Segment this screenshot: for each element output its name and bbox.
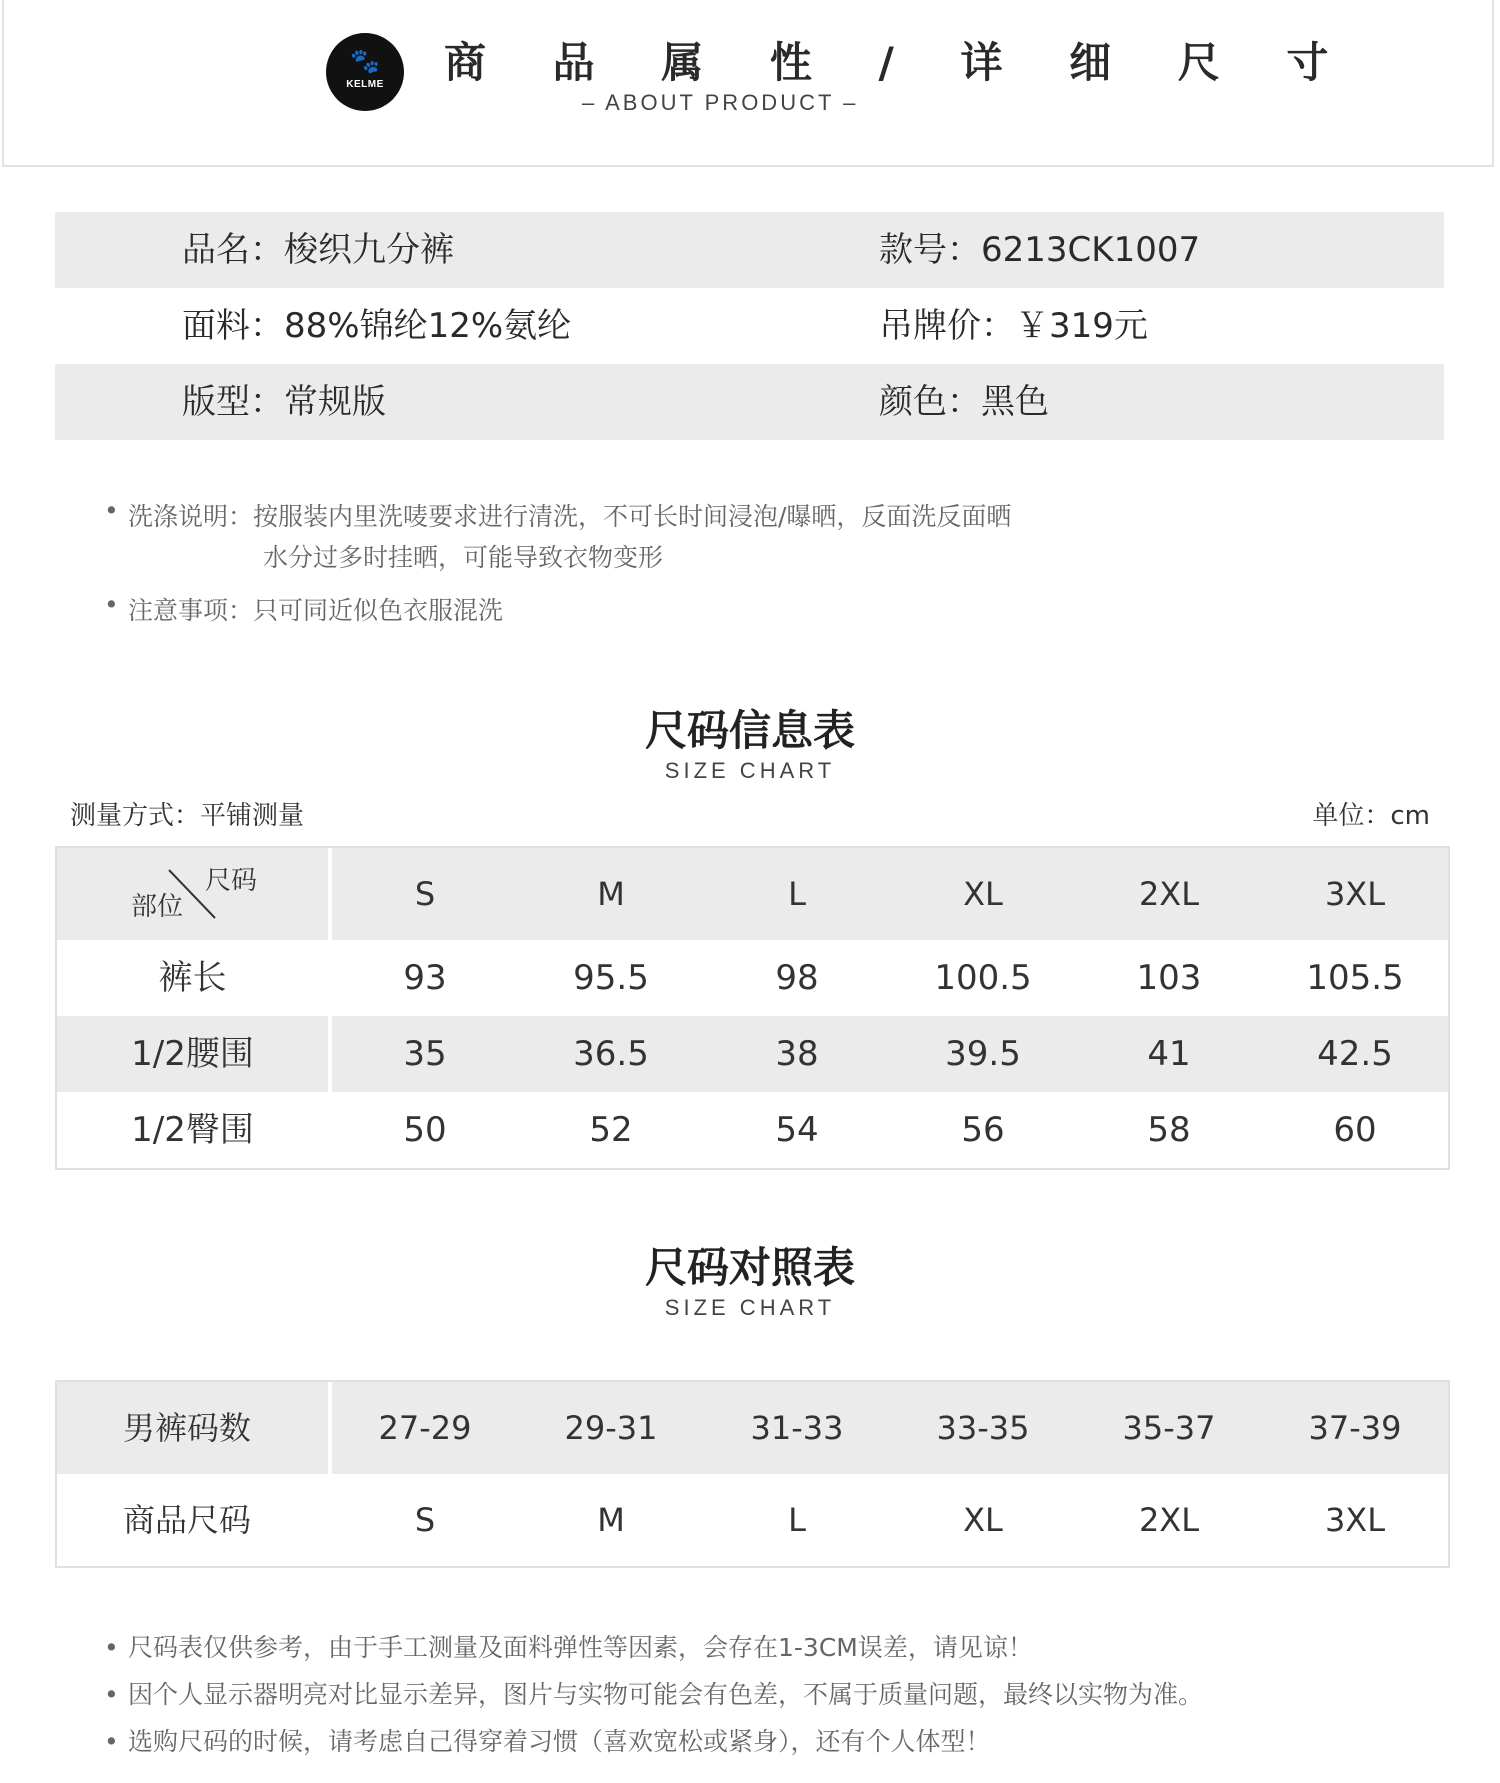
wash-note-line-2: 水分过多时挂晒，可能导致衣物变形 [263, 543, 664, 572]
table-cell: 60 [1333, 1110, 1377, 1150]
corner-cell [57, 848, 332, 940]
table-cell: 33-35 [936, 1409, 1030, 1447]
table-cell: 35 [403, 1034, 447, 1074]
table-header-row [57, 1382, 1448, 1474]
size-header: M [597, 875, 625, 913]
table-row [57, 1474, 1448, 1566]
attribute-row [55, 364, 1444, 440]
table-cell: 52 [589, 1110, 633, 1150]
bullet-icon: • [104, 1680, 119, 1709]
table-cell: M [597, 1501, 625, 1539]
table-cell: 95.5 [573, 958, 649, 998]
care-notes [104, 496, 1011, 631]
size-header: L [788, 875, 806, 913]
size-header: 2XL [1138, 875, 1200, 913]
table-cell: 39.5 [945, 1034, 1021, 1074]
table-cell: XL [963, 1501, 1003, 1539]
table-cell: 100.5 [934, 958, 1032, 998]
product-attributes [55, 212, 1444, 440]
table-cell: 50 [403, 1110, 447, 1150]
attribute-row [55, 212, 1444, 288]
bullet-icon: • [104, 496, 119, 525]
table-cell: 42.5 [1317, 1034, 1393, 1074]
table-cell: 2XL [1138, 1501, 1200, 1539]
size-header: 3XL [1324, 875, 1386, 913]
table-row [57, 940, 1448, 1016]
attribute-fit: 版型：常规版 [182, 382, 386, 422]
table-cell: 98 [775, 958, 819, 998]
footer-note [104, 1671, 1203, 1718]
footer-note [104, 1718, 1203, 1765]
page-title: 商 品 属 性 / 详 细 尺 寸 [444, 38, 1355, 87]
table-cell: 3XL [1324, 1501, 1386, 1539]
attribute-row [55, 288, 1444, 364]
row-label: 裤长 [57, 940, 332, 1016]
row-label: 1/2臀围 [57, 1092, 332, 1168]
footer-note [104, 1624, 1203, 1671]
size-header: S [414, 875, 436, 913]
size-info-subtitle: SIZE CHART [664, 758, 836, 783]
table-cell: S [414, 1501, 436, 1539]
size-compare-subtitle: SIZE CHART [664, 1295, 836, 1320]
table-cell: 29-31 [564, 1409, 658, 1447]
row-label: 男裤码数 [57, 1382, 332, 1474]
logo-text: KELME [346, 79, 384, 90]
table-cell: 38 [775, 1034, 819, 1074]
size-header: XL [963, 875, 1003, 913]
row-label: 商品尺码 [57, 1474, 332, 1566]
footer-note-text: 因个人显示器明亮对比显示差异，图片与实物可能会有色差，不属于质量问题，最终以实物为准。 [128, 1680, 1204, 1709]
size-compare-title: 尺码对照表 [644, 1243, 855, 1292]
row-label: 1/2腰围 [57, 1016, 332, 1092]
measure-unit: 单位：cm [1312, 801, 1430, 831]
corner-part-label: 部位 [131, 892, 184, 922]
attention-note [104, 590, 1011, 631]
table-row [57, 1016, 1448, 1092]
measure-method: 测量方式：平铺测量 [70, 801, 305, 831]
table-cell: 37-39 [1308, 1409, 1402, 1447]
attention-note-text: 注意事项：只可同近似色衣服混洗 [128, 596, 504, 625]
footer-note-text: 选购尺码的时候，请考虑自己得穿着习惯（喜欢宽松或紧身），还有个人体型！ [128, 1727, 991, 1756]
size-info-title: 尺码信息表 [644, 706, 855, 755]
bullet-icon: • [104, 590, 119, 619]
size-info-table [55, 846, 1450, 1170]
table-cell: 103 [1136, 958, 1202, 998]
size-compare-table [55, 1380, 1450, 1568]
table-row [57, 1092, 1448, 1168]
paw-icon: 🐾 [350, 47, 380, 75]
table-cell: 105.5 [1306, 958, 1404, 998]
table-cell: L [788, 1501, 806, 1539]
table-cell: 58 [1147, 1110, 1191, 1150]
table-cell: 36.5 [573, 1034, 649, 1074]
attribute-price: 吊牌价：￥319元 [879, 306, 1148, 346]
table-header-row [57, 848, 1448, 940]
table-cell: 56 [961, 1110, 1005, 1150]
table-cell: 31-33 [750, 1409, 844, 1447]
bullet-icon: • [104, 1633, 119, 1662]
bullet-icon: • [104, 1727, 119, 1756]
attribute-style-number: 款号：6213CK1007 [879, 230, 1201, 270]
table-cell: 27-29 [378, 1409, 472, 1447]
table-cell: 54 [775, 1110, 819, 1150]
attribute-fabric: 面料：88%锦纶12%氨纶 [182, 306, 572, 346]
footer-notes [104, 1624, 1203, 1765]
page-subtitle: – ABOUT PRODUCT – [582, 90, 859, 115]
attribute-name: 品名：梭织九分裤 [182, 230, 454, 270]
table-cell: 41 [1147, 1034, 1191, 1074]
diagonal-divider-icon [57, 848, 328, 940]
corner-size-label: 尺码 [205, 866, 258, 896]
page-header [2, 0, 1494, 167]
attribute-color: 颜色：黑色 [879, 382, 1049, 422]
wash-note [104, 496, 1011, 578]
footer-note-text: 尺码表仅供参考，由于手工测量及面料弹性等因素，会存在1-3CM误差，请见谅！ [128, 1633, 1033, 1662]
kelme-logo [326, 33, 404, 111]
table-cell: 93 [403, 958, 447, 998]
wash-note-line-1: 洗涤说明：按服装内里洗唛要求进行清洗，不可长时间浸泡/曝晒，反面洗反面晒 [128, 502, 1012, 531]
table-cell: 35-37 [1122, 1409, 1216, 1447]
